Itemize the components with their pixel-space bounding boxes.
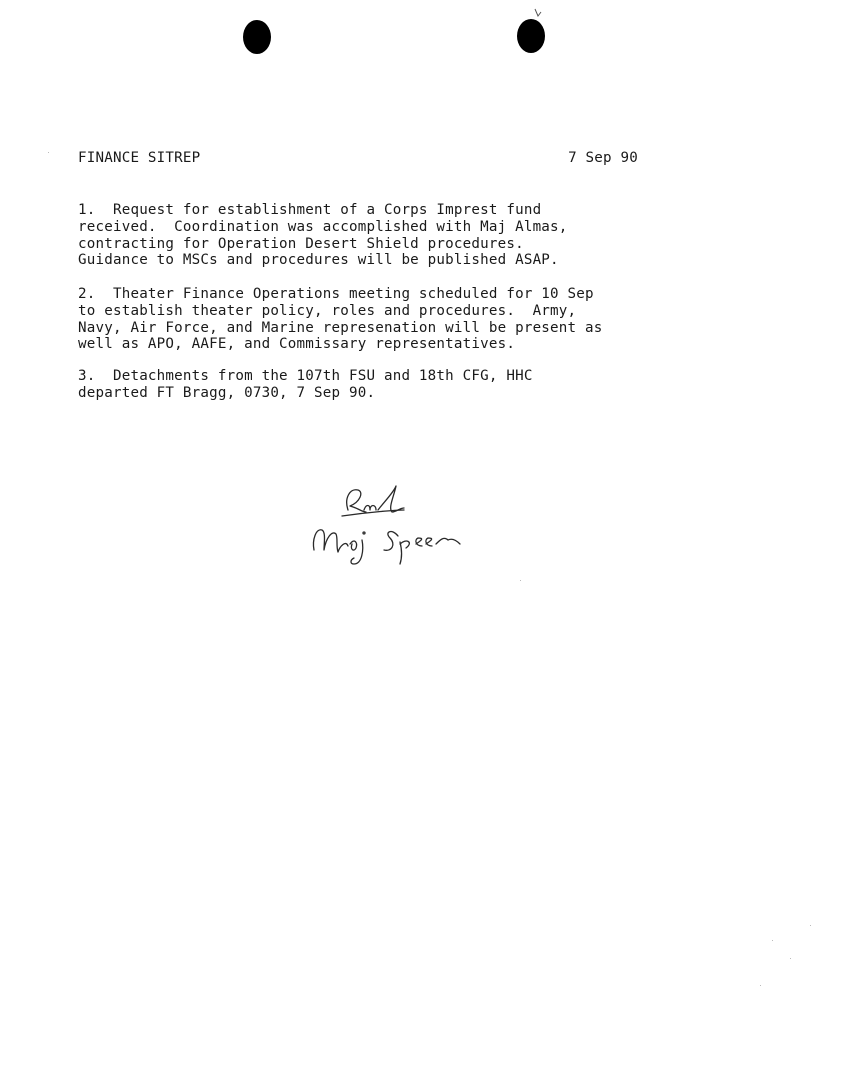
scan-speck: [810, 925, 811, 926]
punch-hole-right: [517, 19, 545, 53]
report-header: [78, 150, 638, 172]
report-title: FINANCE SITREP: [78, 150, 201, 166]
paragraph-line: contracting for Operation Desert Shield procedures.: [78, 235, 524, 252]
paragraph-2: [78, 286, 688, 353]
paragraph-1: [78, 202, 688, 269]
paragraph-line: well as APO, AAFE, and Commissary representatives.: [78, 336, 516, 353]
scan-speck: [48, 152, 49, 153]
scan-speck: [772, 940, 773, 941]
paragraph-line: to establish theater policy, roles and procedures. Army,: [78, 302, 577, 319]
scan-speck: [760, 985, 761, 986]
pencil-mark-icon: [533, 8, 543, 24]
punch-hole-left: [243, 20, 271, 54]
paragraph-3: [78, 368, 688, 402]
report-date: 7 Sep 90: [568, 150, 638, 166]
paragraph-line: 3. Detachments from the 107th FSU and 18th CFG, HHC: [78, 368, 533, 384]
paragraph-line: received. Coordination was accomplished with Maj Almas,: [78, 218, 568, 235]
paragraph-line: 1. Request for establishment of a Corps Imprest fund: [78, 202, 542, 218]
handwritten-signature: [300, 480, 480, 580]
scan-speck: [520, 580, 521, 581]
paragraph-line: departed FT Bragg, 0730, 7 Sep 90.: [78, 384, 376, 401]
paragraph-line: Navy, Air Force, and Marine represenation will be present as: [78, 319, 603, 336]
paragraph-line: Guidance to MSCs and procedures will be published ASAP.: [78, 252, 559, 269]
paragraph-line: 2. Theater Finance Operations meeting scheduled for 10 Sep: [78, 286, 594, 302]
scan-speck: [790, 958, 791, 959]
